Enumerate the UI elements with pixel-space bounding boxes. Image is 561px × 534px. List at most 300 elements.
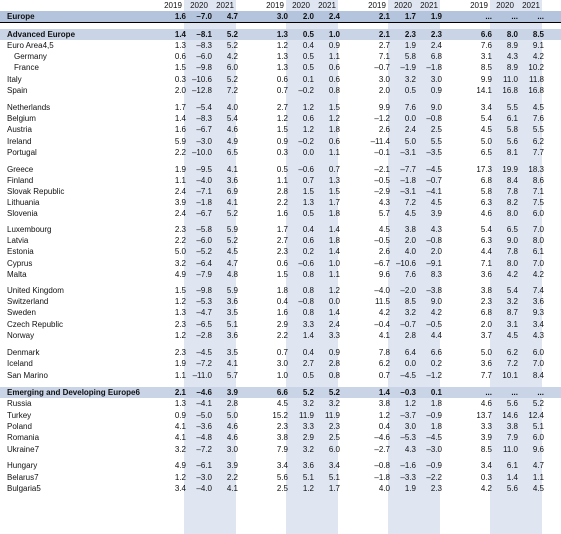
value-cell: 5.1 xyxy=(532,422,544,431)
value-cell: –9.8 xyxy=(196,63,212,72)
value-cell: 1.9 xyxy=(430,12,442,21)
value-cell: 9.9 xyxy=(480,75,492,84)
value-cell: 5.4 xyxy=(226,114,238,123)
value-cell: 8.2 xyxy=(506,198,518,207)
row-label: Norway xyxy=(7,331,35,340)
value-cell: 2.4 xyxy=(328,320,340,329)
value-cell: 5.2 xyxy=(226,30,238,39)
value-cell: 2.6 xyxy=(378,125,390,134)
value-cell: ... xyxy=(485,388,492,397)
row-label: Emerging and Developing Europe6 xyxy=(7,388,140,397)
value-cell: ... xyxy=(485,12,492,21)
value-cell: 6.0 xyxy=(226,63,238,72)
row-label: Bulgaria5 xyxy=(7,484,41,493)
value-cell: 6.6 xyxy=(276,388,288,397)
value-cell: 11.5 xyxy=(375,297,390,306)
value-cell: –4.8 xyxy=(196,433,212,442)
value-cell: 5.1 xyxy=(328,473,340,482)
value-cell: 6.1 xyxy=(506,461,518,470)
value-cell: 1.7 xyxy=(328,484,340,493)
value-cell: 4.5 xyxy=(506,331,518,340)
year-header-cell: 2019 xyxy=(470,1,488,10)
row-label: Spain xyxy=(7,86,28,95)
value-cell: 2.0 xyxy=(378,86,390,95)
value-cell: –2.7 xyxy=(374,445,390,454)
table-row xyxy=(0,40,561,51)
row-label: Sweden xyxy=(7,308,36,317)
row-label: Slovak Republic xyxy=(7,187,65,196)
value-cell: 1.3 xyxy=(174,41,186,50)
row-label: United Kingdom xyxy=(7,286,64,295)
value-cell: 4.6 xyxy=(480,209,492,218)
value-cell: 2.4 xyxy=(430,41,442,50)
value-cell: 2.3 xyxy=(174,225,186,234)
value-cell: 3.9 xyxy=(226,461,238,470)
value-cell: 2.3 xyxy=(328,422,340,431)
value-cell: –6.7 xyxy=(196,209,212,218)
value-cell: –8.3 xyxy=(196,41,212,50)
value-cell: 0.8 xyxy=(302,308,314,317)
value-cell: 1.8 xyxy=(430,399,442,408)
value-cell: –2.8 xyxy=(196,331,212,340)
row-label: Italy xyxy=(7,75,22,84)
value-cell: 4.9 xyxy=(174,461,186,470)
year-header-cell: 2021 xyxy=(318,1,336,10)
value-cell: 19.9 xyxy=(502,165,518,174)
value-cell: 3.6 xyxy=(226,176,238,185)
value-cell: 0.5 xyxy=(302,52,314,61)
value-cell: 7.9 xyxy=(276,445,288,454)
row-label: Turkey xyxy=(7,411,32,420)
value-cell: 7.5 xyxy=(532,198,544,207)
value-cell: 1.7 xyxy=(328,198,340,207)
table-row xyxy=(0,62,561,73)
value-cell: 11.8 xyxy=(529,75,544,84)
value-cell: 3.2 xyxy=(404,308,416,317)
value-cell: 6.1 xyxy=(506,114,518,123)
table-row xyxy=(0,285,561,296)
value-cell: 2.7 xyxy=(302,359,314,368)
value-cell: 4.4 xyxy=(430,331,442,340)
value-cell: 7.1 xyxy=(480,259,492,268)
value-cell: 9.1 xyxy=(532,41,544,50)
row-label: Latvia xyxy=(7,236,29,245)
value-cell: 7.0 xyxy=(532,259,544,268)
value-cell: 5.5 xyxy=(532,125,544,134)
value-cell: 4.5 xyxy=(378,225,390,234)
value-cell: 1.3 xyxy=(302,198,314,207)
value-cell: 2.5 xyxy=(276,484,288,493)
value-cell: 5.7 xyxy=(226,371,238,380)
value-cell: 5.0 xyxy=(480,348,492,357)
value-cell: 1.9 xyxy=(404,41,416,50)
value-cell: –7.2 xyxy=(196,359,212,368)
value-cell: –4.6 xyxy=(196,388,212,397)
value-cell: –0.6 xyxy=(298,259,314,268)
value-cell: 0.5 xyxy=(302,371,314,380)
value-cell: 6.8 xyxy=(480,308,492,317)
value-cell: 6.6 xyxy=(430,348,442,357)
value-cell: 7.7 xyxy=(480,371,492,380)
value-cell: 4.6 xyxy=(226,422,238,431)
value-cell: 2.3 xyxy=(430,484,442,493)
table-row xyxy=(0,444,561,455)
value-cell: 7.6 xyxy=(480,41,492,50)
value-cell: 2.4 xyxy=(328,12,340,21)
value-cell: 0.7 xyxy=(276,86,288,95)
value-cell: 2.2 xyxy=(174,236,186,245)
value-cell: 0.0 xyxy=(302,148,314,157)
value-cell: 1.3 xyxy=(174,308,186,317)
value-cell: –4.6 xyxy=(374,433,390,442)
value-cell: –6.0 xyxy=(196,52,212,61)
year-header-cell: 2020 xyxy=(496,1,514,10)
value-cell: 6.8 xyxy=(430,52,442,61)
value-cell: 4.1 xyxy=(174,433,186,442)
value-cell: 5.5 xyxy=(506,103,518,112)
value-cell: –4.1 xyxy=(426,187,442,196)
value-cell: 7.8 xyxy=(506,247,518,256)
value-cell: 1.4 xyxy=(506,473,518,482)
value-cell: 7.8 xyxy=(378,348,390,357)
value-cell: –5.0 xyxy=(196,411,212,420)
value-cell: 3.9 xyxy=(430,209,442,218)
value-cell: 0.6 xyxy=(328,75,340,84)
value-cell: 1.4 xyxy=(328,308,340,317)
value-cell: 6.1 xyxy=(532,247,544,256)
value-cell: 1.6 xyxy=(276,308,288,317)
value-cell: 1.1 xyxy=(276,176,288,185)
table-row xyxy=(0,358,561,369)
value-cell: 8.0 xyxy=(506,30,518,39)
value-cell: –3.3 xyxy=(400,473,416,482)
value-cell: 0.6 xyxy=(302,114,314,123)
value-cell: 6.5 xyxy=(226,148,238,157)
value-cell: –1.2 xyxy=(426,371,442,380)
value-cell: 2.3 xyxy=(174,348,186,357)
value-cell: –1.6 xyxy=(400,461,416,470)
value-cell: 7.2 xyxy=(404,198,416,207)
value-cell: –12.8 xyxy=(191,86,212,95)
value-cell: 3.5 xyxy=(226,348,238,357)
value-cell: 2.5 xyxy=(430,125,442,134)
value-cell: 1.4 xyxy=(174,114,186,123)
value-cell: 4.3 xyxy=(506,52,518,61)
table-row xyxy=(0,432,561,443)
value-cell: –5.8 xyxy=(196,225,212,234)
value-cell: 7.8 xyxy=(506,187,518,196)
row-label: Czech Republic xyxy=(7,320,64,329)
value-cell: 8.5 xyxy=(532,30,544,39)
row-label: Europe xyxy=(7,12,35,21)
table-row xyxy=(0,246,561,257)
value-cell: 1.2 xyxy=(174,297,186,306)
row-label: Estonia xyxy=(7,247,34,256)
value-cell: 0.0 xyxy=(328,297,340,306)
value-cell: 1.1 xyxy=(174,371,186,380)
value-cell: –0.6 xyxy=(298,165,314,174)
value-cell: ... xyxy=(511,12,518,21)
year-header xyxy=(0,0,561,11)
value-cell: 1.0 xyxy=(328,30,340,39)
value-cell: 1.2 xyxy=(328,114,340,123)
row-label: Slovenia xyxy=(7,209,38,218)
value-cell: 1.5 xyxy=(174,286,186,295)
value-cell: 4.1 xyxy=(174,422,186,431)
value-cell: 3.0 xyxy=(226,445,238,454)
value-cell: 0.0 xyxy=(404,359,416,368)
table-row xyxy=(0,164,561,175)
value-cell: 1.9 xyxy=(174,359,186,368)
table-row xyxy=(0,102,561,113)
value-cell: 5.2 xyxy=(302,388,314,397)
value-cell: –3.5 xyxy=(426,148,442,157)
value-cell: 5.0 xyxy=(174,247,186,256)
value-cell: –4.1 xyxy=(196,399,212,408)
value-cell: –0.1 xyxy=(374,148,390,157)
value-cell: 0.4 xyxy=(302,225,314,234)
value-cell: –5.2 xyxy=(196,247,212,256)
value-cell: 3.4 xyxy=(328,461,340,470)
value-cell: 6.4 xyxy=(404,348,416,357)
value-cell: 1.8 xyxy=(276,286,288,295)
value-cell: –3.0 xyxy=(196,473,212,482)
value-cell: 1.2 xyxy=(276,114,288,123)
value-cell: 2.7 xyxy=(276,103,288,112)
value-cell: 3.2 xyxy=(302,399,314,408)
value-cell: 3.7 xyxy=(480,331,492,340)
value-cell: 4.6 xyxy=(226,433,238,442)
value-cell: –3.1 xyxy=(400,148,416,157)
value-cell: 4.7 xyxy=(226,12,238,21)
value-cell: –7.7 xyxy=(400,165,416,174)
value-cell: 0.8 xyxy=(302,270,314,279)
value-cell: 2.2 xyxy=(174,148,186,157)
value-cell: –0.5 xyxy=(426,320,442,329)
value-cell: 1.2 xyxy=(302,103,314,112)
value-cell: 3.0 xyxy=(378,75,390,84)
year-header-cell: 2021 xyxy=(522,1,540,10)
value-cell: 0.3 xyxy=(480,473,492,482)
value-cell: 3.6 xyxy=(480,359,492,368)
row-label: Euro Area4,5 xyxy=(7,41,54,50)
value-cell: 4.9 xyxy=(226,137,238,146)
value-cell: 4.2 xyxy=(378,308,390,317)
value-cell: 4.3 xyxy=(378,198,390,207)
table-row xyxy=(0,307,561,318)
value-cell: 0.6 xyxy=(302,236,314,245)
value-cell: 4.1 xyxy=(226,165,238,174)
value-cell: 16.8 xyxy=(502,86,518,95)
row-label: Greece xyxy=(7,165,34,174)
value-cell: 5.0 xyxy=(480,137,492,146)
value-cell: 4.1 xyxy=(226,484,238,493)
value-cell: 4.0 xyxy=(404,247,416,256)
value-cell: 7.9 xyxy=(506,433,518,442)
value-cell: 2.3 xyxy=(174,320,186,329)
value-cell: 17.3 xyxy=(476,165,492,174)
row-label: Poland xyxy=(7,422,32,431)
value-cell: 7.0 xyxy=(532,359,544,368)
table-row xyxy=(0,186,561,197)
value-cell: 9.0 xyxy=(430,103,442,112)
value-cell: 1.2 xyxy=(378,411,390,420)
value-cell: 0.8 xyxy=(302,286,314,295)
value-cell: 4.6 xyxy=(480,399,492,408)
value-cell: 2.1 xyxy=(378,30,390,39)
value-cell: 1.1 xyxy=(328,270,340,279)
value-cell: 2.7 xyxy=(276,236,288,245)
value-cell: 1.3 xyxy=(276,52,288,61)
value-cell: –0.8 xyxy=(426,114,442,123)
value-cell: 1.0 xyxy=(276,371,288,380)
value-cell: ... xyxy=(537,388,544,397)
value-cell: 6.9 xyxy=(226,187,238,196)
value-cell: –6.0 xyxy=(196,236,212,245)
value-cell: 5.7 xyxy=(378,209,390,218)
value-cell: 4.0 xyxy=(378,484,390,493)
value-cell: –6.5 xyxy=(196,320,212,329)
value-cell: –0.2 xyxy=(298,137,314,146)
value-cell: 1.6 xyxy=(174,125,186,134)
value-cell: 3.8 xyxy=(378,399,390,408)
value-cell: –4.5 xyxy=(426,433,442,442)
value-cell: –11.0 xyxy=(192,371,212,380)
value-cell: 5.1 xyxy=(226,320,238,329)
value-cell: ... xyxy=(511,388,518,397)
value-cell: 2.0 xyxy=(174,86,186,95)
year-header-cell: 2021 xyxy=(216,1,234,10)
table-row xyxy=(0,29,561,40)
value-cell: 8.3 xyxy=(430,270,442,279)
value-cell: 3.8 xyxy=(480,286,492,295)
value-cell: 2.8 xyxy=(226,399,238,408)
value-cell: 4.2 xyxy=(532,270,544,279)
value-cell: 0.6 xyxy=(174,52,186,61)
value-cell: –4.5 xyxy=(400,371,416,380)
value-cell: 3.6 xyxy=(480,270,492,279)
row-label: San Marino xyxy=(7,371,48,380)
value-cell: 11.9 xyxy=(325,411,340,420)
table-row xyxy=(0,330,561,341)
value-cell: 16.8 xyxy=(528,86,544,95)
value-cell: 1.3 xyxy=(276,63,288,72)
row-label: Ireland xyxy=(7,137,32,146)
table-row xyxy=(0,258,561,269)
value-cell: 5.8 xyxy=(480,187,492,196)
value-cell: 6.5 xyxy=(506,225,518,234)
value-cell: 4.1 xyxy=(378,331,390,340)
value-cell: 1.7 xyxy=(174,103,186,112)
value-cell: 8.0 xyxy=(506,259,518,268)
row-label: Luxembourg xyxy=(7,225,52,234)
row-label: Iceland xyxy=(7,359,33,368)
value-cell: –1.8 xyxy=(374,473,390,482)
value-cell: 1.0 xyxy=(328,259,340,268)
value-cell: –10.6 xyxy=(191,75,212,84)
value-cell: 3.3 xyxy=(480,422,492,431)
value-cell: 3.1 xyxy=(480,52,492,61)
value-cell: –0.7 xyxy=(400,320,416,329)
value-cell: 1.2 xyxy=(302,125,314,134)
value-cell: 1.2 xyxy=(174,331,186,340)
value-cell: 3.2 xyxy=(174,445,186,454)
value-cell: 3.2 xyxy=(404,75,416,84)
value-cell: 4.4 xyxy=(480,247,492,256)
value-cell: 14.1 xyxy=(476,86,492,95)
table-row xyxy=(0,113,561,124)
value-cell: 0.7 xyxy=(328,165,340,174)
value-cell: –4.5 xyxy=(426,165,442,174)
value-cell: 5.6 xyxy=(276,473,288,482)
value-cell: 7.6 xyxy=(404,103,416,112)
value-cell: 1.6 xyxy=(174,12,186,21)
value-cell: 0.4 xyxy=(276,297,288,306)
table-row xyxy=(0,74,561,85)
value-cell: –3.0 xyxy=(426,445,442,454)
value-cell: –2.2 xyxy=(426,473,442,482)
value-cell: 2.1 xyxy=(378,12,390,21)
value-cell: 4.0 xyxy=(226,103,238,112)
value-cell: 1.4 xyxy=(174,30,186,39)
value-cell: 2.2 xyxy=(226,473,238,482)
year-header-cell: 2020 xyxy=(292,1,310,10)
value-cell: 0.2 xyxy=(430,359,442,368)
row-label: Lithuania xyxy=(7,198,40,207)
value-cell: 2.9 xyxy=(276,320,288,329)
value-cell: 3.4 xyxy=(480,103,492,112)
value-cell: 5.1 xyxy=(302,473,314,482)
value-cell: 5.2 xyxy=(226,75,238,84)
value-cell: 4.5 xyxy=(480,125,492,134)
value-cell: 5.9 xyxy=(174,137,186,146)
value-cell: 2.0 xyxy=(430,247,442,256)
value-cell: 14.6 xyxy=(502,411,518,420)
row-label: Germany xyxy=(14,52,47,61)
row-label: Austria xyxy=(7,125,32,134)
value-cell: –0.5 xyxy=(374,236,390,245)
value-cell: 8.7 xyxy=(506,308,518,317)
value-cell: –0.7 xyxy=(426,176,442,185)
value-cell: 4.2 xyxy=(506,270,518,279)
value-cell: –9.1 xyxy=(426,259,442,268)
value-cell: 0.9 xyxy=(328,41,340,50)
value-cell: –4.5 xyxy=(196,348,212,357)
value-cell: 0.5 xyxy=(302,63,314,72)
value-cell: –10.6 xyxy=(395,259,416,268)
value-cell: –5.4 xyxy=(196,103,212,112)
table-row xyxy=(0,398,561,409)
value-cell: 8.4 xyxy=(506,176,518,185)
value-cell: 1.2 xyxy=(276,41,288,50)
year-header-cell: 2021 xyxy=(420,1,438,10)
value-cell: 5.6 xyxy=(506,137,518,146)
table-row xyxy=(0,387,561,398)
value-cell: 1.1 xyxy=(328,52,340,61)
value-cell: 1.1 xyxy=(174,176,186,185)
value-cell: 6.3 xyxy=(480,236,492,245)
value-cell: –9.8 xyxy=(196,286,212,295)
value-cell: 0.2 xyxy=(302,247,314,256)
value-cell: 9.0 xyxy=(506,236,518,245)
value-cell: 3.6 xyxy=(226,297,238,306)
value-cell: 3.0 xyxy=(276,359,288,368)
value-cell: 3.4 xyxy=(532,320,544,329)
value-cell: 3.4 xyxy=(174,484,186,493)
value-cell: –11.4 xyxy=(370,137,390,146)
table-row xyxy=(0,472,561,483)
value-cell: 5.4 xyxy=(506,286,518,295)
